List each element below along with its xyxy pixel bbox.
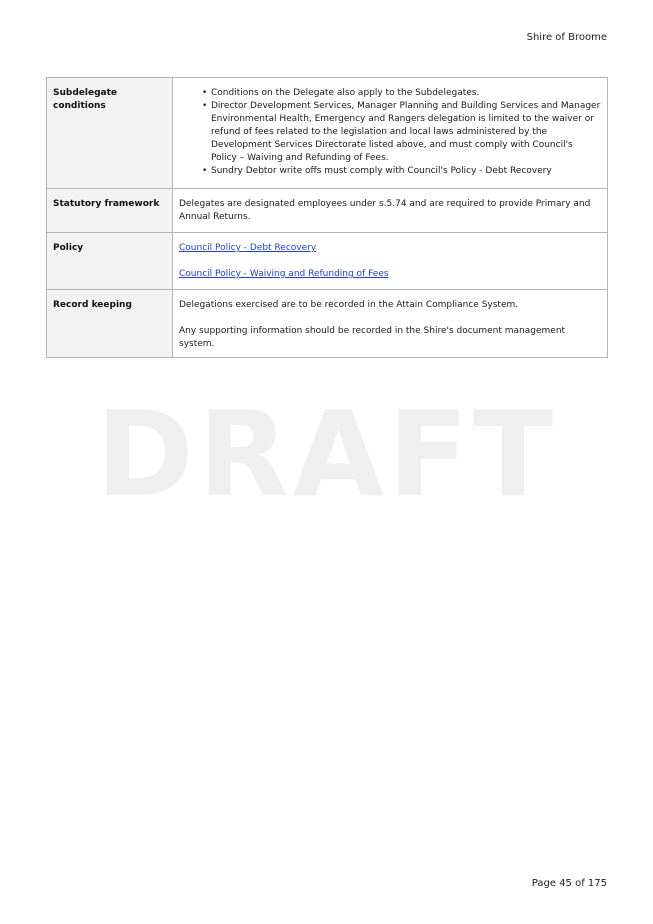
list-item: • Sundry Debtor write offs must comply with Council's Policy - Debt Recovery	[211, 165, 601, 178]
table-row-policy	[47, 233, 608, 290]
page-header-organisation: Shire of Broome	[526, 32, 607, 43]
row-label: Statutory framework	[47, 189, 173, 233]
list-item: • Director Development Services, Manager Planning and Building Services and Manager Environmental Health, Emergency and Rangers delegation is limited to the waiver or refund of fees related to the legislation and local laws administered by the Development Services Directorate listed above, and must comply with Council's Policy – Waiving and Refunding of Fees.	[211, 100, 601, 165]
draft-watermark: DRAFT	[95, 385, 558, 523]
row-content	[173, 78, 608, 189]
list-item: • Conditions on the Delegate also apply to the Subdelegates.	[211, 87, 601, 100]
delegation-table	[46, 77, 608, 358]
record-keeping-text: Delegations exercised are to be recorded in the Attain Compliance System.	[179, 300, 519, 310]
conditions-list	[179, 87, 601, 178]
page-number: Page 45 of 175	[531, 878, 607, 889]
row-content	[173, 189, 608, 233]
debt-recovery-policy-link[interactable]: Council Policy - Debt Recovery	[179, 243, 317, 253]
table-row-statutory-framework	[47, 189, 608, 233]
table-row-record-keeping	[47, 290, 608, 358]
row-label: Subdelegate conditions	[47, 78, 173, 189]
waiving-refunding-fees-policy-link[interactable]: Council Policy - Waiving and Refunding of Fees	[179, 269, 389, 279]
table-row-subdelegate-conditions	[47, 78, 608, 189]
row-label: Record keeping	[47, 290, 173, 358]
row-content	[173, 290, 608, 358]
statutory-text: Delegates are designated employees under s.5.74 and are required to provide Primary and Annual Returns.	[179, 199, 591, 222]
row-label: Policy	[47, 233, 173, 290]
record-keeping-text: Any supporting information should be recorded in the Shire's document management system.	[179, 326, 566, 349]
row-content	[173, 233, 608, 290]
